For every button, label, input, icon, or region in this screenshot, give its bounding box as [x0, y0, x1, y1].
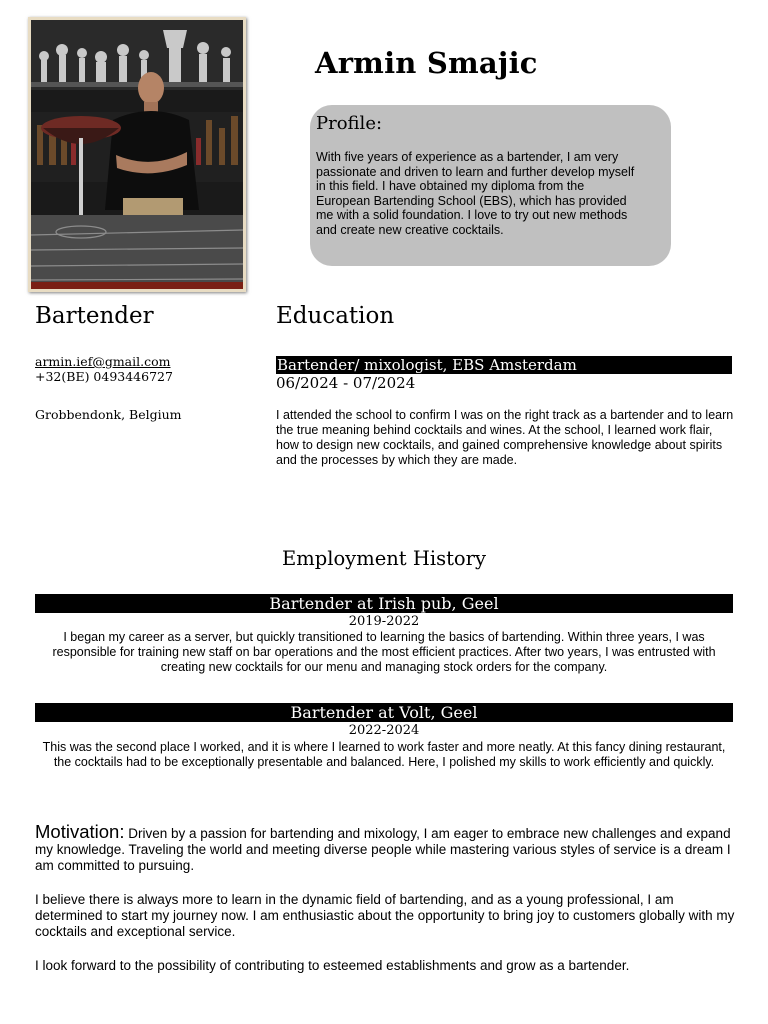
profile-photo	[28, 17, 246, 292]
motivation-intro-text: Driven by a passion for bartending and mixology, I am eager to embrace new challenges and expand my knowledge. Traveling the world and meeting diverse people while mastering various styles of service is a dream I am committed to pursuing.	[35, 826, 731, 873]
employment-heading: Employment History	[282, 547, 486, 570]
job-dates: 2022-2024	[348, 723, 420, 738]
profile-box	[310, 105, 671, 266]
motivation-label: Motivation:	[35, 821, 125, 842]
education-heading: Education	[276, 303, 395, 329]
job-description: This was the second place I worked, and it is where I learned to work faster and more neatly. At this fancy dining restaurant, the cocktails had to be exceptionally presentable and balanced. Here, I polished my skills to work efficiently and quickly.	[42, 740, 726, 769]
job-dates: 2019-2022	[348, 614, 420, 629]
job-description: I began my career as a server, but quickly transitioned to learning the basics of bartending. Within three years, I was responsible for training new staff on bar operations and the most efficient practices. After two years, I was entrusted with creating new cocktails for our menu and managing stock orders for the company.	[52, 630, 716, 674]
motivation-paragraph-3: I look forward to the possibility of contributing to esteemed establishments and grow as a bartender.	[35, 958, 630, 973]
phone-number: +32(BE) 0493446727	[35, 369, 173, 384]
education-entry-heading: Bartender/ mixologist, EBS Amsterdam	[276, 356, 732, 374]
contact-info	[35, 354, 173, 384]
education-dates: 06/2024 - 07/2024	[276, 374, 416, 392]
education-description: I attended the school to confirm I was on the right track as a bartender and to learn the true meaning behind cocktails and wines. At the school, I learned work flair, how to design new cocktails, and gained comprehensive knowledge about spirits and the processes by which they are made.	[276, 408, 734, 467]
job-heading: Bartender at Irish pub, Geel	[35, 594, 733, 613]
job-heading: Bartender at Volt, Geel	[35, 703, 733, 722]
motivation-paragraph-2: I believe there is always more to learn in the dynamic field of bartending, and as a young professional, I am determined to start my journey now. I am enthusiastic about the opportunity to bring joy to customers globally with my cocktails and exceptional service.	[35, 892, 735, 939]
profile-text: With five years of experience as a bartender, I am very passionate and driven to learn and further develop myself in this field. I have obtained my diploma from the European Bartending School (EBS), which has provided me with a solid foundation. I love to try out new methods and create new creative cocktails.	[316, 150, 635, 237]
motivation-intro-paragraph	[35, 821, 735, 874]
profile-heading: Profile:	[316, 113, 383, 134]
candidate-name: Armin Smajic	[315, 46, 538, 80]
email-link[interactable]: armin.ief@gmail.com	[35, 354, 171, 369]
motivation-section	[35, 821, 735, 992]
role-title: Bartender	[35, 303, 154, 329]
location-text: Grobbendonk, Belgium	[35, 407, 182, 422]
